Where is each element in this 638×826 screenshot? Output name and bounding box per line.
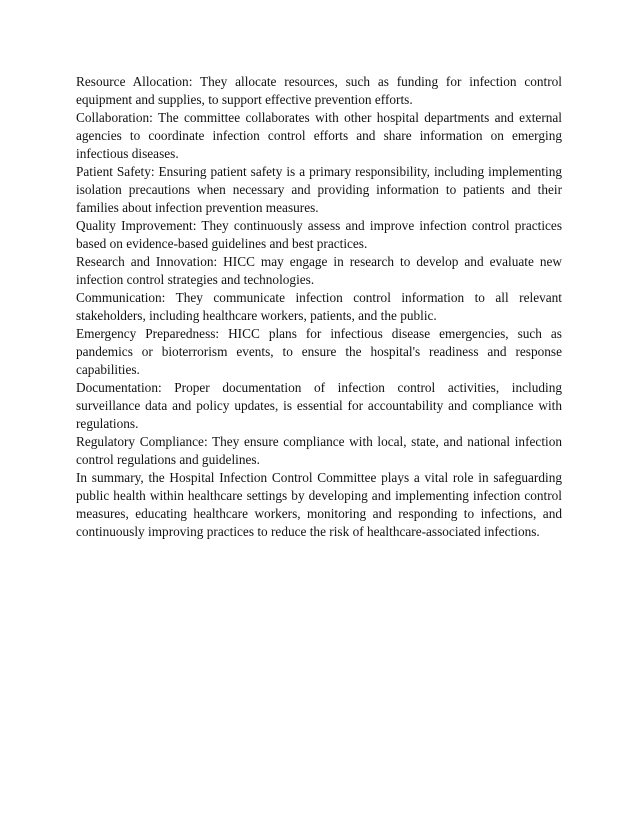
- paragraph-collaboration: Collaboration: The committee collaborates with other hospital departments and external agencies to coordinate infection control efforts and share information on emerging infectious diseases.: [76, 110, 562, 161]
- paragraph-summary: In summary, the Hospital Infection Control Committee plays a vital role in safeguarding public health within healthcare settings by developing and implementing infection control measures, educating healthcare workers, monitoring and responding to infections, and continuously improving practices to reduce the risk of healthcare-associated infections.: [76, 470, 562, 539]
- paragraph-regulatory-compliance: Regulatory Compliance: They ensure compliance with local, state, and national infection control regulations and guidelines.: [76, 434, 562, 467]
- paragraph-quality-improvement: Quality Improvement: They continuously assess and improve infection control practices based on evidence-based guidelines and best practices.: [76, 218, 562, 251]
- paragraph-emergency-preparedness: Emergency Preparedness: HICC plans for infectious disease emergencies, such as pandemics or bioterrorism events, to ensure the hospital's readiness and response capabilities.: [76, 326, 562, 377]
- paragraph-communication: Communication: They communicate infection control information to all relevant stakeholders, including healthcare workers, patients, and the public.: [76, 290, 562, 323]
- paragraph-resource-allocation: Resource Allocation: They allocate resources, such as funding for infection control equipment and supplies, to support effective prevention efforts.: [76, 74, 562, 107]
- paragraph-patient-safety: Patient Safety: Ensuring patient safety is a primary responsibility, including implementing isolation precautions when necessary and providing information to patients and their families about infection prevention measures.: [76, 164, 562, 215]
- paragraph-research-innovation: Research and Innovation: HICC may engage in research to develop and evaluate new infection control strategies and technologies.: [76, 254, 562, 287]
- paragraph-documentation: Documentation: Proper documentation of infection control activities, including surveillance data and policy updates, is essential for accountability and compliance with regulations.: [76, 380, 562, 431]
- document-body: [76, 73, 562, 541]
